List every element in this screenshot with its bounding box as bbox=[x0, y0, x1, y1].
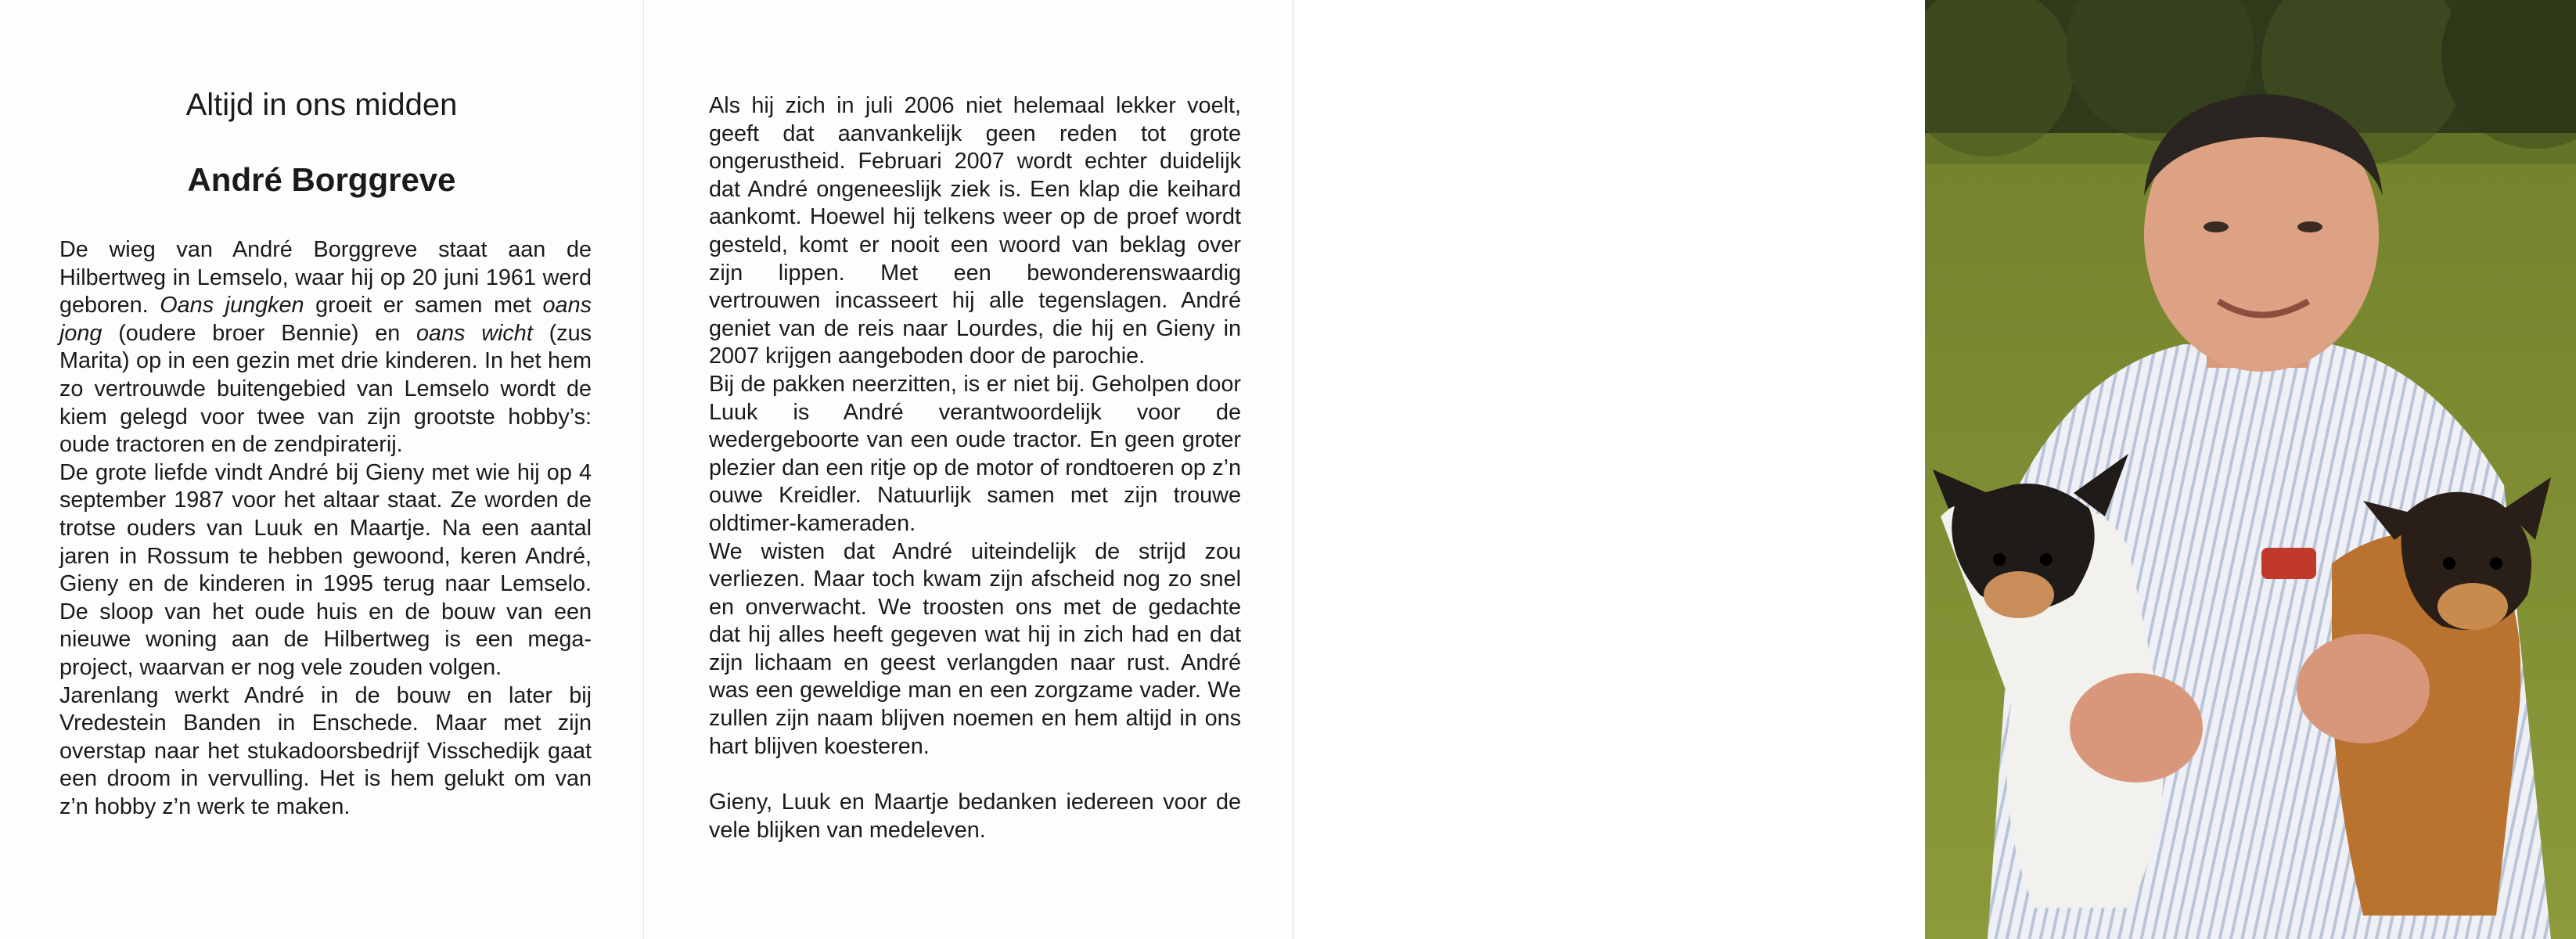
deceased-name: André Borggreve bbox=[187, 161, 456, 198]
dialect-phrase: Oans jungken bbox=[160, 293, 304, 318]
paragraph: We wisten dat André uiteindelijk de strijd zou verliezen. Maar toch kwam zijn afscheid nog zo snel en onverwacht. We troosten ons met de gedachte dat hij alles heeft gegeven wat hij in zich had en dat zijn lichaam en geest verlangden naar rust. André was een geweldige man en een zorgzame vader. We zullen zijn naam blijven noemen en hem altijd in ons hart blijven koesteren. bbox=[709, 538, 1241, 759]
left-hand bbox=[2070, 673, 2203, 782]
paragraph: Als hij zich in juli 2006 niet helemaal lekker voelt, geeft dat aanvankelijk geen reden tot grote ongerustheid. Februari 2007 wordt echter duidelijk dat André ongeneeslijk ziek is. Een klap die keihard aankomt. Hoewel hij telkens weer op de proef wordt gesteld, komt er nooit een woord van beklag over zijn lippen. Met een bewonderenswaardig vertrouwen incasseert hij alle tegenslagen. André geniet van de reis naar Lourdes, die hij en Gieny in 2007 krijgen aangeboden door de parochie. bbox=[709, 93, 1241, 369]
biography-part-1 bbox=[59, 236, 592, 821]
right-hand bbox=[2297, 634, 2430, 743]
paragraph: Bij de pakken neerzitten, is er niet bij. Geholpen door Luuk is André verantwoordelijk voor de wedergeboorte van een oude tractor. En geen groter plezier dan een ritje op de motor of rondtoeren op z’n ouwe Kreidler. Natuurlijk samen met zijn trouwe oldtimer-kameraden. bbox=[709, 371, 1241, 536]
text-run: (oudere broer Bennie) en bbox=[102, 320, 417, 346]
text-run: De wieg van André Borggreve staat aan de Hilbertweg in Lemselo, waar hij op 20 juni 1961 werd geboren. bbox=[59, 237, 592, 318]
paragraph bbox=[59, 236, 592, 459]
dialect-phrase: oans jong bbox=[59, 293, 592, 346]
thanks-text: Gieny, Luuk en Maartje bedanken iedereen voor de vele blijken van medeleven. bbox=[709, 790, 1241, 843]
card-subtitle: Altijd in ons midden bbox=[185, 88, 458, 122]
memorial-photo bbox=[1925, 0, 2576, 939]
biography-part-2 bbox=[709, 92, 1241, 844]
text-run: De grote liefde vindt André bij Gieny met wie hij op 4 september 1987 voor het altaar staat. Ze worden de trotse ouders van Luuk en Maartje. Na een aantal jaren in Rossum te hebben gewoond, keren André, Gieny en de kinderen in 1995 terug naar Lemselo. De sloop van het oude huis en de bouw van een nieuwe woning aan de Hilbertweg is een mega-project, waarvan er nog vele zouden volgen. bbox=[59, 459, 592, 680]
dialect-phrase: oans wicht bbox=[416, 320, 533, 346]
spacer bbox=[709, 761, 1241, 789]
shirt-badge bbox=[2261, 548, 2316, 579]
text-run: (zus Marita) op in een gezin met drie kinderen. In het hem zo vertrouwde buitengebied van Lemselo wordt de kiem gelegd voor twee van zijn grootste hobby’s: oude tractoren en de zendpiraterij. bbox=[59, 320, 592, 458]
paragraph bbox=[59, 682, 592, 822]
text-run: groeit er samen met bbox=[304, 293, 543, 318]
text-run: Jarenlang werkt André in de bouw en later bij Vredestein Banden in Enschede. Maar met zijn overstap naar het stukadoorsbedrijf Visschedijk gaat een droom in vervulling. Het is hem gelukt om van z’n hobby z’n werk te maken. bbox=[59, 682, 592, 819]
paragraph bbox=[59, 459, 592, 682]
